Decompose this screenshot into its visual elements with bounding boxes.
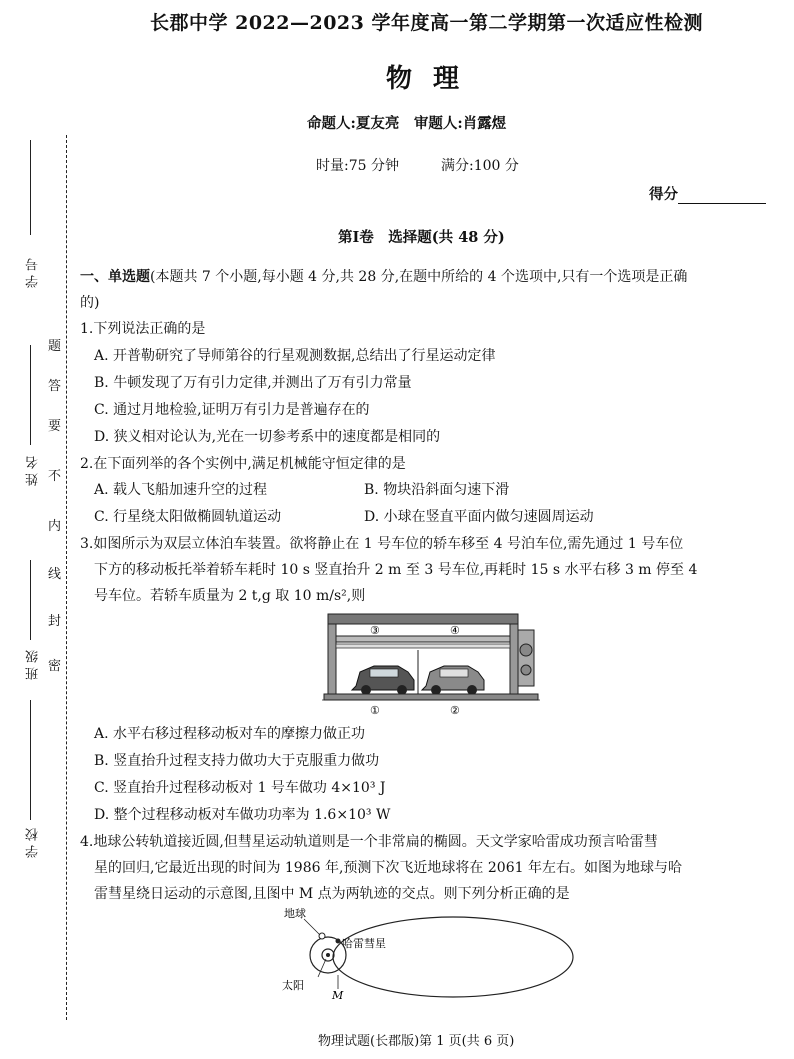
q1-stem: 1.下列说法正确的是 — [80, 321, 206, 337]
part-heading-label: 一、单选题 — [80, 269, 150, 285]
q3-stem-line: 3.如图所示为双层立体泊车装置。欲将静止在 1 号车位的轿车移至 4 号泊车位,需先通过 1 号车位 — [80, 536, 684, 552]
warning-char: 不 — [48, 469, 62, 484]
q3-option-a: A. 水平右移过程移动板对车的摩擦力做正功 — [94, 726, 366, 742]
q1-option-b: B. 牛顿发现了万有引力定律,并测出了万有引力常量 — [94, 375, 412, 391]
warning-char: 要 — [48, 419, 62, 434]
q1-option-d: D. 狭义相对论认为,光在一切参考系中的速度都是相同的 — [94, 429, 441, 445]
warning-char: 密 — [48, 659, 62, 674]
warning-char: 线 — [48, 567, 62, 582]
slot-label-1: ① — [370, 704, 380, 717]
section-title: 第Ⅰ卷 选择题(共 48 分) — [338, 229, 505, 246]
part-heading — [80, 268, 687, 286]
warning-char: 答 — [48, 379, 62, 394]
slot-label-3: ③ — [370, 624, 380, 637]
slot-label-2: ② — [450, 704, 460, 717]
school-line — [30, 700, 31, 820]
part-heading-text: (本题共 7 个小题,每小题 4 分,共 28 分,在题中所给的 4 个选项中,只有一个选项是正确 — [150, 269, 688, 285]
q3-option-b: B. 竖直抬升过程支持力做功大于克服重力做功 — [94, 753, 380, 769]
q4-stem-line: 雷彗星绕日运动的示意图,且图中 M 点为两轨迹的交点。则下列分析正确的是 — [94, 886, 570, 902]
class-line — [30, 560, 31, 640]
q1-option-c: C. 通过月地检验,证明万有引力是普遍存在的 — [94, 402, 370, 418]
part-heading-cont: 的) — [80, 295, 100, 311]
orbit-figure — [278, 905, 578, 1005]
score-blank[interactable] — [678, 189, 766, 204]
q2-stem: 2.在下面列举的各个实例中,满足机械能守恒定律的是 — [80, 456, 406, 472]
authors: 命题人:夏友亮 审题人:肖露煜 — [307, 115, 507, 132]
score-box — [649, 183, 766, 204]
q2-option-d: D. 小球在竖直平面内做匀速圆周运动 — [364, 509, 594, 525]
parking-garage-figure — [322, 610, 540, 720]
page-footer: 物理试题(长郡版)第 1 页(共 6 页) — [318, 1034, 515, 1049]
student-id-line — [30, 140, 31, 235]
slot-label-4: ④ — [450, 624, 460, 637]
earth-label: 地球 — [284, 907, 306, 920]
class-label: 班 级 — [26, 650, 41, 681]
q4-stem-line: 4.地球公转轨道接近圆,但彗星运动轨道则是一个非常扁的椭圆。天文学家哈雷成功预言哈雷彗 — [80, 834, 658, 850]
q3-option-d: D. 整个过程移动板对车做功功率为 1.6×10³ W — [94, 807, 391, 823]
name-line — [30, 345, 31, 445]
exam-title: 长郡中学 2022—2023 学年度高一第二学期第一次适应性检测 — [150, 12, 703, 34]
q3-option-c: C. 竖直抬升过程移动板对 1 号车做功 4×10³ J — [94, 780, 386, 796]
sun-label: 太阳 — [282, 979, 304, 992]
student-id-label: 学 号 — [26, 258, 41, 289]
q2-option-a: A. 载人飞船加速升空的过程 — [94, 482, 268, 498]
school-label: 学 校 — [26, 828, 41, 859]
q3-stem-line: 下方的移动板托举着轿车耗时 10 s 竖直抬升 2 m 至 3 号车位,再耗时 15 s 水平右移 3 m 停至 4 — [94, 562, 698, 578]
warning-char: 题 — [48, 339, 62, 354]
point-m-label: M — [332, 989, 344, 1002]
binding-dashed-line — [66, 135, 67, 1020]
warning-char: 封 — [48, 614, 62, 629]
name-label: 姓 名 — [26, 456, 41, 487]
q2-option-c: C. 行星绕太阳做椭圆轨道运动 — [94, 509, 282, 525]
time-info: 时量:75 分钟 满分:100 分 — [316, 158, 519, 174]
q3-stem-line: 号车位。若轿车质量为 2 t,g 取 10 m/s²,则 — [94, 588, 366, 604]
q2-option-b: B. 物块沿斜面匀速下滑 — [364, 482, 510, 498]
halley-comet-label: 哈雷彗星 — [342, 937, 386, 950]
subject-title: 物 理 — [386, 64, 466, 94]
q1-option-a: A. 开普勒研究了导师第谷的行星观测数据,总结出了行星运动定律 — [94, 348, 496, 364]
score-label: 得分 — [649, 186, 678, 203]
warning-char: 内 — [48, 519, 62, 534]
q4-stem-line: 星的回归,它最近出现的时间为 1986 年,预测下次飞近地球将在 2061 年左右。如图为地球与哈 — [94, 860, 682, 876]
